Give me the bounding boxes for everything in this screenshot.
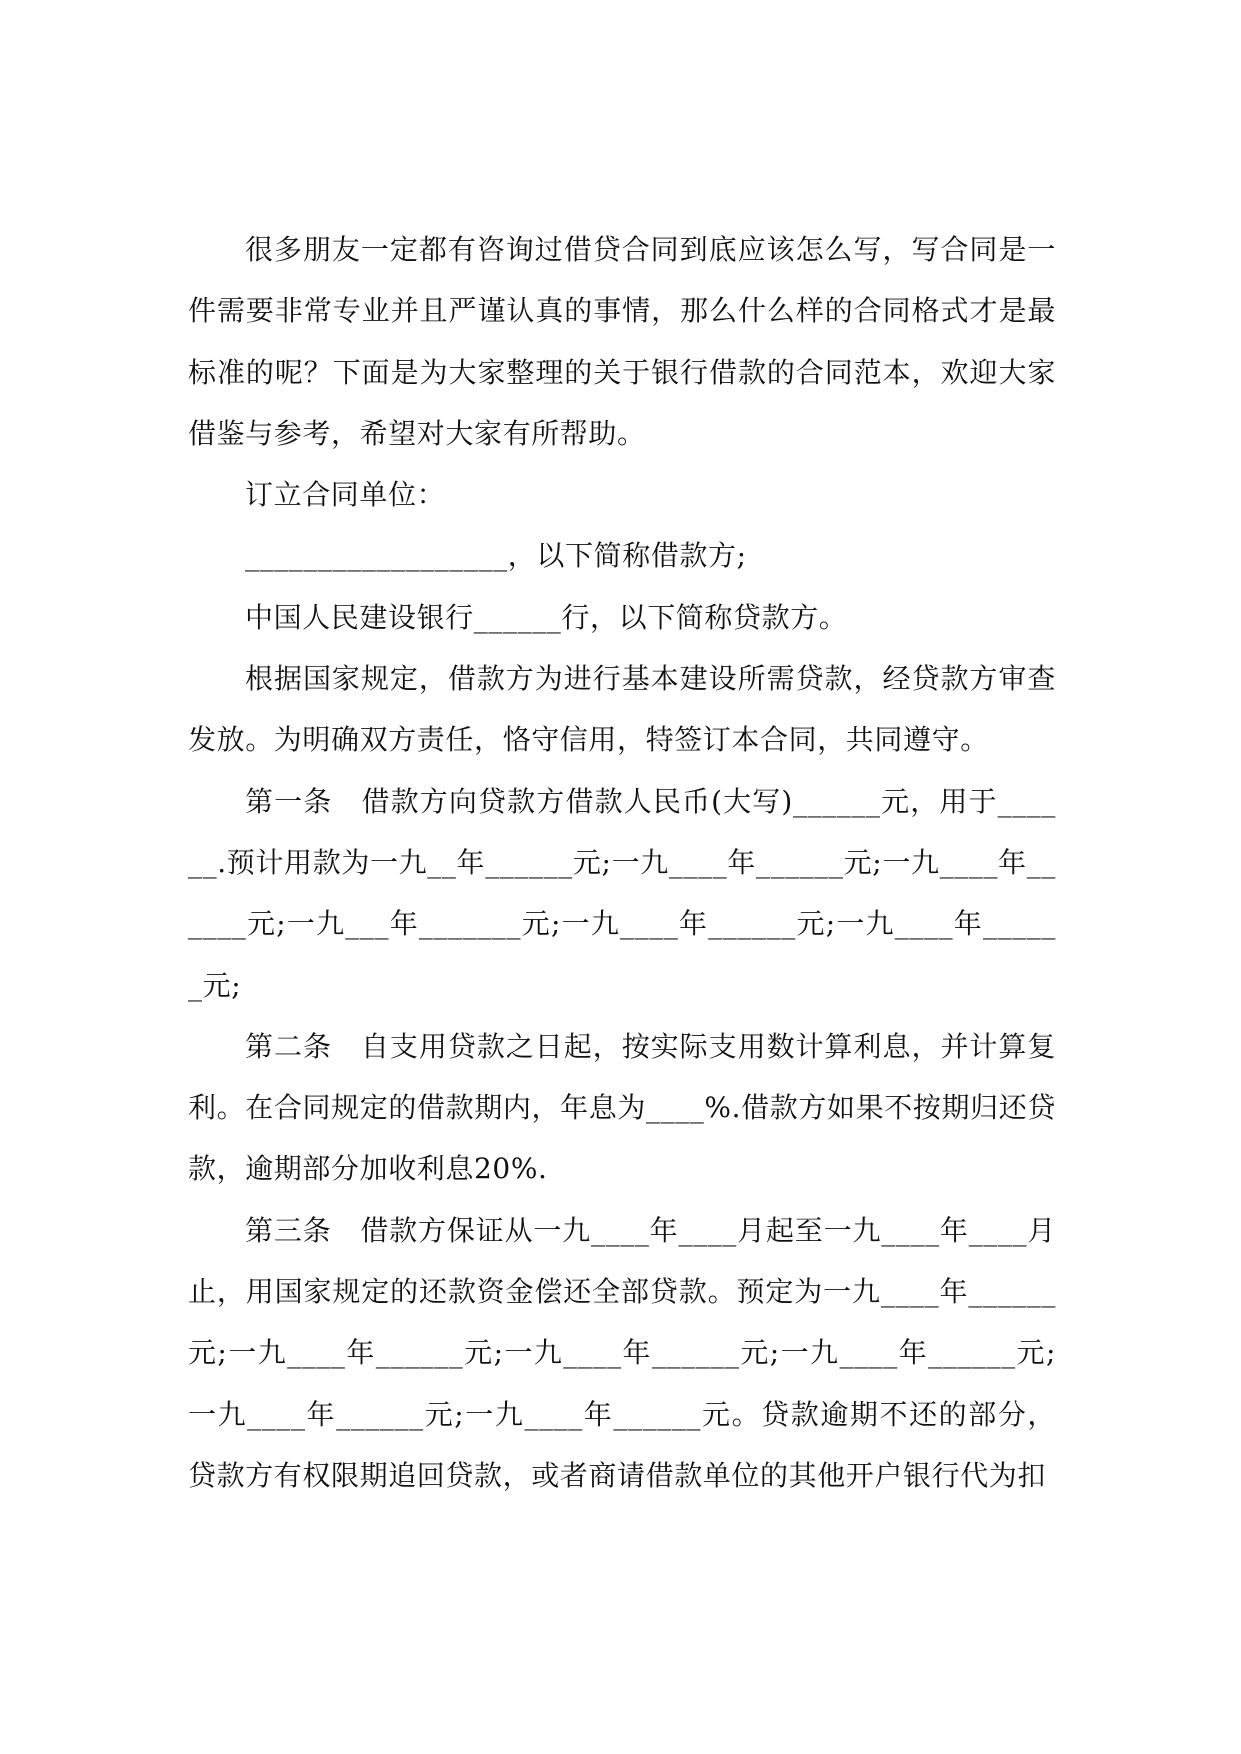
contract-parties-heading: 订立合同单位： bbox=[245, 478, 446, 512]
borrower-line: __________________，以下简称借款方; bbox=[245, 539, 747, 573]
intro-paragraph: 很多朋友一定都有咨询过借贷合同到底应该怎么写，写合同是一件需要非常专业并且严谨认真的事情，那么什么样的合同格式才是最标准的呢？下面是为大家整理的关于银行借款的合同范本，欢迎大家借鉴与参考，希望对大家有所帮助。 bbox=[188, 233, 1056, 450]
article-1: 第一条 借款方向贷款方借款人民币(大写)______元，用于______.预计用款为一九__年______元;一九____年______元;一九____年______元;一九___年_______元;一九____年______元;一九____年______元; bbox=[188, 784, 1056, 1002]
article-2: 第二条 自支用贷款之日起，按实际支用数计算利息，并计算复利。在合同规定的借款期内，年息为____%.借款方如果不按期归还贷款，逾期部分加收利息20%. bbox=[188, 1029, 1056, 1186]
preamble-paragraph: 根据国家规定，借款方为进行基本建设所需贷款，经贷款方审查发放。为明确双方责任，恪守信用，特签订本合同，共同遵守。 bbox=[188, 662, 1056, 757]
document-body bbox=[188, 219, 1056, 1506]
lender-line: 中国人民建设银行______行，以下简称贷款方。 bbox=[245, 600, 848, 634]
article-3: 第三条 借款方保证从一九____年____月起至一九____年____月止，用国家规定的还款资金偿还全部贷款。预定为一九____年______元;一九____年______元;一九____年______元;一九____年______元;一九____年______元;一九____年______元。贷款逾期不还的部分，贷款方有权限期追回贷款，或者商请借款单位的其他开户银行代为扣 bbox=[188, 1213, 1056, 1492]
